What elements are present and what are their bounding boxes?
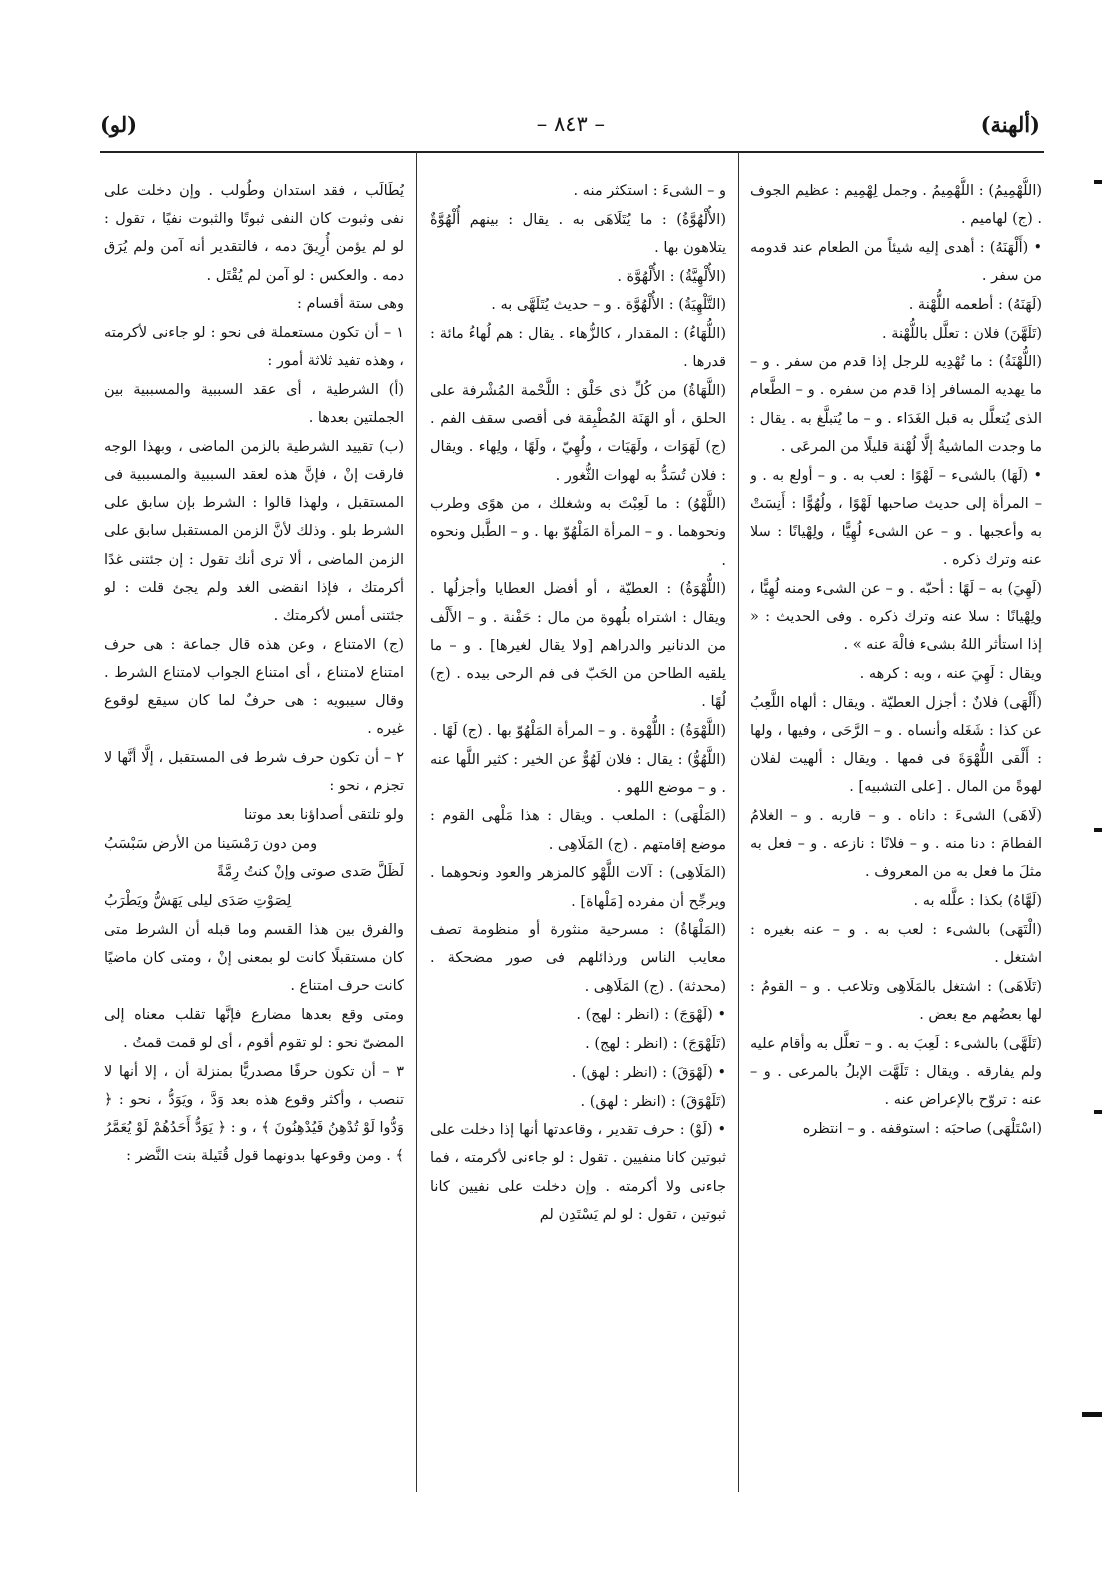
header-rule <box>100 151 1044 153</box>
entry: (التَّلْهِيَةُ) : الأُلْهُوَّة . و – حديث يُتَلَهَّى به . <box>491 297 726 314</box>
header-right-word: (ألهنة) <box>980 112 1040 137</box>
scan-mark <box>1094 1110 1102 1114</box>
entry: والفرق بين هذا القسم وما قبله أن الشرط متى كان مستقبلًا كانت لو بمعنى إنْ ، ومتى كان ماضيًا كانت حرف امتناع . <box>104 921 404 995</box>
entry: • (لَهْوَقَ) : (انظر : لهق) . <box>571 1064 726 1081</box>
entry: (اللُّهْنَةُ) : ما تُهْدِيه للرجل إذا قدم من سفر . و – ما يهديه المسافر إذا قدم من سفره . و – الطَّعام الذى يُتعلَّل به قبل الغَدَاء . و – ما يُتبلَّغ به . يقال : ما وجدت الماشيةُ إلَّا لُهْنة قليلًا من المرعَى . <box>750 354 1042 455</box>
entry: (تَلَهْوَجَ) : (انظر : لهج) . <box>585 1036 726 1053</box>
entry: (المَلْهَى) : الملعب . ويقال : هذا مَلْهى القوم : موضع إقامتهم . (ج) المَلَاهِى . <box>430 808 726 853</box>
entry: (المَلَاهِى) : آلات اللَّهْو كالمزهر والعود ونحوهما . ويرجِّح أن مفرده [مَلْهاة] . <box>430 865 726 910</box>
entry: ٢ – أن تكون حرف شرط فى المستقبل ، إلَّا أنَّها لا تجزم ، نحو : <box>104 750 404 795</box>
entry: (الْتَهَى) بالشىء : لعب به . و – عنه بغيره : اشتغل . <box>750 921 1042 966</box>
entry: (الأُلْهُوَّةُ) : ما يُتَلَاهَى به . يقال : بينهم أُلْهُوَّةٌ يتلاهون بها . <box>430 211 726 256</box>
page-header <box>100 112 1040 148</box>
entry: (تَلَهْوَقَ) : (انظر : لهق) . <box>580 1093 726 1110</box>
poem-line: ومن دون رَمْسَينا من الأرض سَبْسَبُ <box>104 835 318 852</box>
entry: • (لَهَا) بالشىء – لَهْوًا : لعب به . و – أولع به . و – المرأة إلى حديث صاحبها لَهْوًا ، ولُهُوًّا : أَنِسَتْ به وأعجبها . و – عن الشىء لُهِيًّا ، ولِهْيانًا : سلا عنه وترك ذكره . <box>750 467 1042 569</box>
entry: (لَهَنَهُ) : أطعمه اللُّهْنة . <box>908 296 1042 313</box>
poem-line: ولو تلتقى أصداؤنا بعد موتنا <box>243 806 404 823</box>
column-separator <box>738 152 739 1492</box>
entry: (لَهَّاهُ) بكذا : علَّله به . <box>913 893 1042 910</box>
entry: (تَلَهَّنَ) فلان : تعلَّل باللُّهْنة . <box>882 325 1042 342</box>
entry: و – الشىءَ : استكثر منه . <box>573 183 726 199</box>
entry: (ب) تقييد الشرطية بالزمن الماضى ، وبهذا الوجه فارقت إنْ ، فإنَّ هذه لعقد السببية والمسببية فى المستقبل ، ولهذا قالوا : الشرط بإن سابق على الشرط بلو . وذلك لأنَّ الزمن المستقبل سابق على الزمن الماضى ، ألا ترى أنك تقول : إن جئتنى غدًا أكرمتك ، فإذا انقضى الغد ولم يجئ قلت : لو جئتنى أمس لأكرمتك . <box>104 438 404 625</box>
entry: • (لَوْ) : حرف تقدير ، وقاعدتها أنها إذا دخلت على ثبوتين كانا منفيين . تقول : لو جاءنى لأكرمته ، فما جاءنى ولا أكرمته . وإن دخلت على نفيين كانا ثبوتين ، تقول : لو لم يَسْتَدِن لم <box>430 1122 726 1223</box>
column-middle <box>430 177 726 1492</box>
entry: (اللُّهْمِيمُ) : اللُّهْمِيمُ . وجمل لِهْمِيم : عظيم الجوف . (ج) لهاميم . <box>750 183 1042 228</box>
entry: (أَلْهَى) فلانٌ : أجزل العطيّة . ويقال : ألهاه اللَّعِبُ عن كذا : شَغَله وأنساه . و – الرَّحَى ، وفيها ، ولها : أَلْقى اللُّهْوَةَ فى فمها . ويقال : ألهيت لفلان لهوةً من المال . [على التشبيه] . <box>750 694 1042 796</box>
entry: (لَهِيَ) به – لَهًا : أحبّه . و – عن الشىء ومنه لُهِيًّا ، ولِهْيانًا : سلا عنه وترك ذكره . وفى الحديث : « إذا استأثر اللهُ بشىء فالْهَ عنه » . <box>750 580 1042 654</box>
entry: • (أَلْهَنَهُ) : أهدى إليه شيئاً من الطعام عند قدومه من سفر . <box>750 239 1042 285</box>
entry: ٣ – أن تكون حرفًا مصدريًّا بمنزلة أن ، إلا أنها لا تنصب ، وأكثر وقوع هذه بعد وَدَّ ، ويَوَدُّ ، نحو : ﴿ وَدُّوا لَوْ تُدْهِنُ فَيُدْهِنُونَ ﴾ ، و : ﴿ يَوَدُّ أَحَدُهُمْ لَوْ يُعَمَّرُ ﴾ . ومن وقوعها بدونهما قول قُتَيلة بنت النَّضر : <box>104 1063 404 1165</box>
entry: ومتى وقع بعدها مضارع فإنَّها تقلب معناه إلى المضىّ نحو : لو تقوم أقوم ، أى لو قمت قمتُ . <box>104 1006 404 1052</box>
entry: (أ) الشرطية ، أى عقد السببية والمسببية بين الجملتين بعدها . <box>104 381 404 427</box>
scan-mark <box>1082 1412 1102 1417</box>
entry: (المَلْهَاةُ) : مسرحية منثورة أو منظومة تصف معايب الناس ورذائلهم فى صور مضحكة . (محدثة) . (ج) المَلَاهِى . <box>430 922 726 995</box>
entry: (الأُلْهِيَّةُ) : الأُلْهُوَّة . <box>617 268 726 285</box>
entry: (اللَّهَاةُ) من كُلِّ ذى حَلْق : اللَّحْمة المُشْرفة على الحلق ، أو الهَنَة المُطْبِقة فى أقصى سقف الفم . (ج) لَهَوَات ، ولَهَيَات ، ولُهِيّ ، ولَهًا ، ولِهاء . ويقال : فلان تُسَدُّ به لهوات الثُّغور . <box>430 382 726 484</box>
scan-mark <box>1094 828 1102 832</box>
entry: (اللَّهُوُّ) : يقال : فلان لَهُوٌّ عن الخير : كثير اللَّها عنه . و – موضع اللهو . <box>430 751 726 796</box>
entry: (اللَّهْوَةُ) : اللُّهْوة . و – المرأة المَلْهُوّ بها . (ج) لَهًا . <box>432 722 726 739</box>
entry: وهى ستة أقسام : <box>296 296 404 313</box>
poem-line: لَظَلَّ صَدى صوتى وإنْ كنتُ رِمَّةً <box>216 864 404 881</box>
entry: (ج) الامتناع ، وعن هذه قال جماعة : هى حرف امتناع لامتناع ، أى امتناع الجواب لامتناع الشرط . وقال سيبويه : هى حرفٌ لما كان سيقع لوقوع غيره . <box>104 636 404 738</box>
page-number: – ٨٤٣ – <box>536 112 605 136</box>
entry: (لَاهَى) الشىءَ : داناه . و – قاربه . و – الغلامُ الفطامَ : دنا منه . و – فلانًا : نازعه . و – فعل به مثلَ ما فعل به من المعروف . <box>750 807 1042 881</box>
entry: ويقال : لَهِيَ عنه ، وبه : كرهه . <box>859 665 1042 682</box>
entry: (اللَّهْوُ) : ما لَعِبْتَ به وشغلك ، من هوًى وطرب ونحوهما . و – المرأة المَلْهُوّ بها . و – الطَّبل ونحوه . <box>430 496 726 569</box>
poem-line: لِصَوْتِ صَدَى ليلى يَهَشُّ ويَطْرَبُ <box>104 893 292 910</box>
column-left <box>104 177 404 1492</box>
column-separator <box>416 152 417 1492</box>
entry: (اللُّهَاءُ) : المقدار ، كالزُّهاء . يقال : هم لُهاءُ مائة : قدرها . <box>430 326 726 371</box>
column-right <box>750 177 1042 1492</box>
entry: (تَلَاهَى) : اشتغل بالمَلَاهِى وتلاعب . و – القومُ : لها بعضُهم مع بعض . <box>750 978 1042 1023</box>
entry: (تَلَهَّى) بالشىء : لَعِبَ به . و – تعلَّل به وأقام عليه ولم يفارقه . ويقال : تَلَهَّت الإبلُ بالمرعى . و – عنه : تروّح بالإعراض عنه . <box>750 1035 1042 1108</box>
scan-mark <box>1094 180 1102 184</box>
header-left-word: (لو) <box>100 112 138 137</box>
entry: (اسْتَلْهَى) صاحبَه : استوقفه . و – انتظره <box>802 1120 1042 1137</box>
entry: (اللُّهْوَةُ) : العطيّة ، أو أفضل العطايا وأجزلُها . ويقال : اشتراه بلُهوة من مال : حَفْنة . و – الأَلْف من الدنانير والدراهم [ولا يقال لغيرها] . و – ما يلقيه الطاحن من الحَبّ فى فم الرحى بيده . (ج) لُهًا . <box>430 581 726 711</box>
entry: • (لَهْوَجَ) : (انظر : لهج) . <box>576 1007 726 1024</box>
entry: يُطَالَب ، فقد استدان وطُولب . وإن دخلت على نفى وثبوت كان النفى ثبوتًا والثبوت نفيًا ، تقول : لو لم يؤمن أُرِيقَ دمه ، فالتقدير أنه آمن ولم يُرَق دمه . والعكس : لو آمن لم يُقْتَل . <box>104 183 404 284</box>
entry: ١ – أن تكون مستعملة فى نحو : لو جاءنى لأكرمته ، وهذه تفيد ثلاثة أمور : <box>104 325 404 370</box>
